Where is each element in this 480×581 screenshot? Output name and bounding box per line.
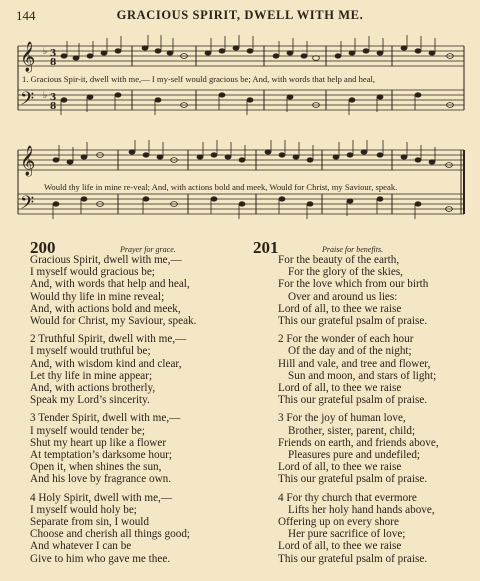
verse-line: And whatever I can be <box>30 540 132 553</box>
verse-line: And, with actions bold and meek, <box>30 302 181 315</box>
verse-line: Offering up on every shore <box>278 516 399 529</box>
verse-line: Let thy life in mine appear; <box>30 369 153 382</box>
verse-line: I myself would holy be; <box>30 503 137 516</box>
verse-line: I myself would gracious be; <box>30 266 155 279</box>
treble-clef-icon: 𝄞 <box>20 42 36 72</box>
verse-line: I myself would truthful be; <box>30 345 151 358</box>
verse-line: Would for Christ, my Saviour, speak. <box>30 315 197 328</box>
verse-line: Shut my heart up like a flower <box>30 436 167 449</box>
verse-line: 4 For thy church that evermore <box>278 491 417 504</box>
verse-line: Of the day and of the night; <box>288 345 412 358</box>
verse-line: I myself would tender be; <box>30 424 145 437</box>
stanza-4 <box>30 492 245 565</box>
verse-line: Friends on earth, and friends above, <box>278 436 439 449</box>
verse-line: And, with actions brotherly, <box>30 382 156 395</box>
staff-treble-1 <box>18 46 464 66</box>
verse-line: Would thy life in mine reveal; <box>30 290 165 303</box>
verse-line: Choose and cherish all things good; <box>30 528 191 541</box>
verse-line: This our grateful psalm of praise. <box>278 473 428 486</box>
music-lyrics-line-2: Would thy life in mine re-veal; And, with actions bold and meek, Would for Christ, my Saviour, speak. <box>44 182 398 192</box>
page-number: 144 <box>16 8 36 23</box>
bass-clef-icon: 𝄢 <box>20 89 35 114</box>
stanza-1 <box>278 254 474 327</box>
page-title: GRACIOUS SPIRIT, DWELL WITH ME. <box>116 8 364 22</box>
verse-line: This our grateful psalm of praise. <box>278 552 428 565</box>
hymn-200-text <box>30 254 245 565</box>
svg-text:8: 8 <box>50 58 57 68</box>
verse-line: 3 For the joy of human love, <box>278 412 406 425</box>
stanza-3 <box>30 412 245 485</box>
verse-line: Lord of all, to thee we raise <box>278 540 402 553</box>
verse-line: Separate from sin, I would <box>30 516 149 529</box>
music-lyrics-line-1: 1. Gracious Spir-it, dwell with me,— I my-self would gracious be; And, with words that help and heal, <box>22 74 376 84</box>
staff-bass-1 <box>18 90 464 110</box>
treble-clef-2-icon: 𝄞 <box>20 146 36 176</box>
verse-line: 3 Tender Spirit, dwell with me,— <box>30 412 181 425</box>
verse-line: And his love by fragrance own. <box>30 473 172 486</box>
verse-line: Give to him who gave me thee. <box>30 552 171 565</box>
hymn-200-subtitle: Prayer for grace. <box>120 245 176 254</box>
verse-line: And, with wisdom kind and clear, <box>30 357 182 370</box>
verse-line: At temptation’s darksome hour; <box>30 449 172 462</box>
verse-line: 4 Holy Spirit, dwell with me,— <box>30 491 173 504</box>
stanza-2 <box>278 333 474 406</box>
page-header <box>16 8 464 24</box>
verse-line: Sun and moon, and stars of light; <box>288 369 437 382</box>
verse-line: Open it, when shines the sun, <box>30 461 162 474</box>
bass-clef-2-icon: 𝄢 <box>20 193 35 218</box>
verse-line: Lord of all, to thee we raise <box>278 382 402 395</box>
svg-text:♭: ♭ <box>43 91 48 101</box>
svg-text:8: 8 <box>50 102 57 112</box>
verse-line: This our grateful psalm of praise. <box>278 315 428 328</box>
stanza-3 <box>278 412 474 485</box>
svg-text:♭: ♭ <box>43 47 48 57</box>
verse-line: 2 For the wonder of each hour <box>278 333 414 346</box>
verse-line: Gracious Spirit, dwell with me,— <box>30 254 182 266</box>
verse-line: For the glory of the skies, <box>288 266 403 279</box>
hymn-201-subtitle: Praise for benefits. <box>322 245 384 254</box>
hymn-200-number: 200 <box>30 238 56 257</box>
hymn-201-number: 201 <box>253 238 279 257</box>
verse-line: 2 Truthful Spirit, dwell with me,— <box>30 333 187 346</box>
verse-line: And, with words that help and heal, <box>30 278 190 291</box>
verse-line: Lord of all, to thee we raise <box>278 302 402 315</box>
verse-line: Brother, sister, parent, child; <box>288 424 416 437</box>
verse-line: Pleasures pure and undefiled; <box>288 449 421 462</box>
verse-line: For the love which from our birth <box>278 278 429 291</box>
verse-line: Hill and vale, and tree and flower, <box>278 357 431 370</box>
stanza-4 <box>278 492 474 565</box>
verse-line: Over and around us lies: <box>288 290 398 303</box>
verse-line: Lord of all, to thee we raise <box>278 461 402 474</box>
verse-line: This our grateful psalm of praise. <box>278 394 428 407</box>
verse-line: Lifts her holy hand hands above, <box>288 503 435 516</box>
stanza-2 <box>30 333 245 406</box>
verse-line: Her pure sacrifice of love; <box>288 528 406 541</box>
verse-line: Speak my Lord’s sincerity. <box>30 394 150 407</box>
stanza-1 <box>30 254 245 327</box>
verse-line: For the beauty of the earth, <box>278 254 400 266</box>
svg-text:3: 3 <box>50 93 57 103</box>
hymn-201-text <box>278 254 474 565</box>
svg-text:3: 3 <box>50 49 57 59</box>
